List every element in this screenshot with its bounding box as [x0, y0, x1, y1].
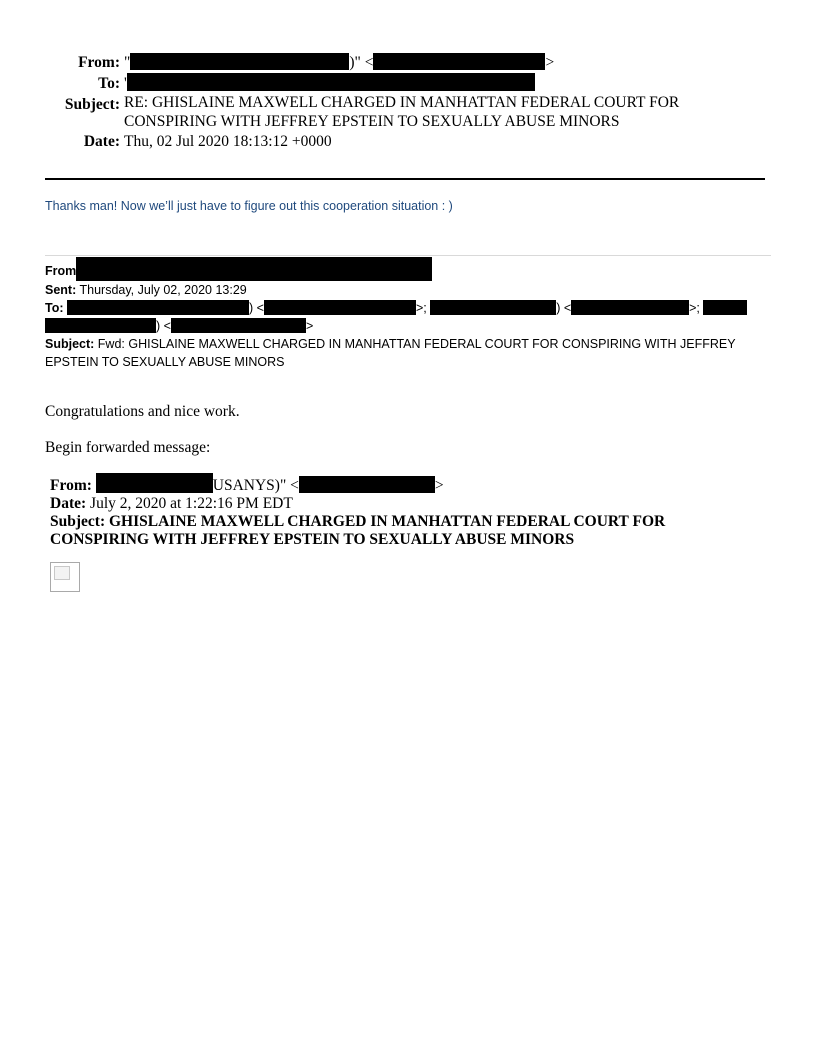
original-subject-label: Subject: — [50, 513, 106, 530]
forward-from-row — [45, 257, 770, 281]
email-header — [0, 52, 760, 152]
broken-image-icon — [50, 562, 80, 592]
redaction-block — [264, 300, 416, 315]
forward-sent-label: Sent: — [45, 283, 77, 297]
header-to-label: To: — [98, 75, 120, 92]
header-subject-value: RE: GHISLAINE MAXWELL CHARGED IN MANHATTAN FEDERAL COURT FOR CONSPIRING WITH JEFFREY EPSTEIN TO SEXUALLY ABUSE MINORS — [124, 94, 680, 130]
redaction-block — [703, 300, 747, 315]
header-from-label: From: — [78, 54, 120, 71]
redaction-block — [571, 300, 689, 315]
forward-sent-value: Thursday, July 02, 2020 13:29 — [79, 283, 247, 297]
forward-subject-value: Fwd: GHISLAINE MAXWELL CHARGED IN MANHATTAN FEDERAL COURT FOR CONSPIRING WITH JEFFREY EPSTEIN TO SEXUALLY ABUSE MINORS — [45, 337, 736, 369]
original-subject-row — [50, 513, 750, 549]
original-date-value: July 2, 2020 at 1:22:16 PM EDT — [90, 495, 293, 512]
redaction-block — [45, 318, 156, 333]
original-subject-value: GHISLAINE MAXWELL CHARGED IN MANHATTAN FEDERAL COURT FOR CONSPIRING WITH JEFFREY EPSTEIN TO SEXUALLY ABUSE MINORS — [50, 513, 666, 548]
header-subject-row — [0, 94, 760, 131]
header-date-row — [0, 131, 760, 152]
body-congratulations: Congratulations and nice work. — [45, 403, 240, 420]
original-from-row: From: USANYS)" < > — [50, 473, 750, 495]
header-divider — [45, 178, 765, 180]
header-from-row — [0, 52, 760, 73]
header-date-label: Date: — [83, 133, 120, 150]
broken-image-glyph — [54, 566, 70, 580]
original-header — [50, 473, 750, 549]
forward-subject-label: Subject: — [45, 337, 95, 351]
header-to-row — [0, 73, 760, 94]
original-date-row — [50, 495, 750, 513]
redaction-block — [67, 300, 249, 315]
header-subject-label: Subject: — [64, 96, 120, 113]
redaction-block — [430, 300, 556, 315]
redaction-block — [76, 257, 432, 281]
forward-to-label: To: — [45, 301, 64, 315]
redaction-block — [127, 73, 535, 91]
forward-from-label: From — [45, 264, 77, 278]
header-from-value: " )" < > — [124, 54, 555, 71]
original-from-label: From: — [50, 477, 92, 494]
forward-header — [45, 251, 770, 371]
redaction-block — [171, 318, 306, 333]
redaction-block — [130, 53, 349, 70]
header-date-value: Thu, 02 Jul 2020 18:13:12 +0000 — [124, 133, 332, 150]
original-date-label: Date: — [50, 495, 87, 512]
forward-subject-row — [45, 335, 770, 371]
redaction-block — [96, 473, 213, 493]
forward-to-row: To: ) < >; ) < >; ) < > — [45, 299, 770, 335]
redaction-block — [373, 53, 545, 70]
reply-text: Thanks man! Now we’ll just have to figure out this cooperation situation : ) — [45, 199, 453, 213]
body-begin-forwarded: Begin forwarded message: — [45, 439, 211, 456]
forward-sent-row — [45, 281, 770, 299]
redaction-block — [299, 476, 435, 493]
header-to-value: ' — [124, 73, 760, 94]
